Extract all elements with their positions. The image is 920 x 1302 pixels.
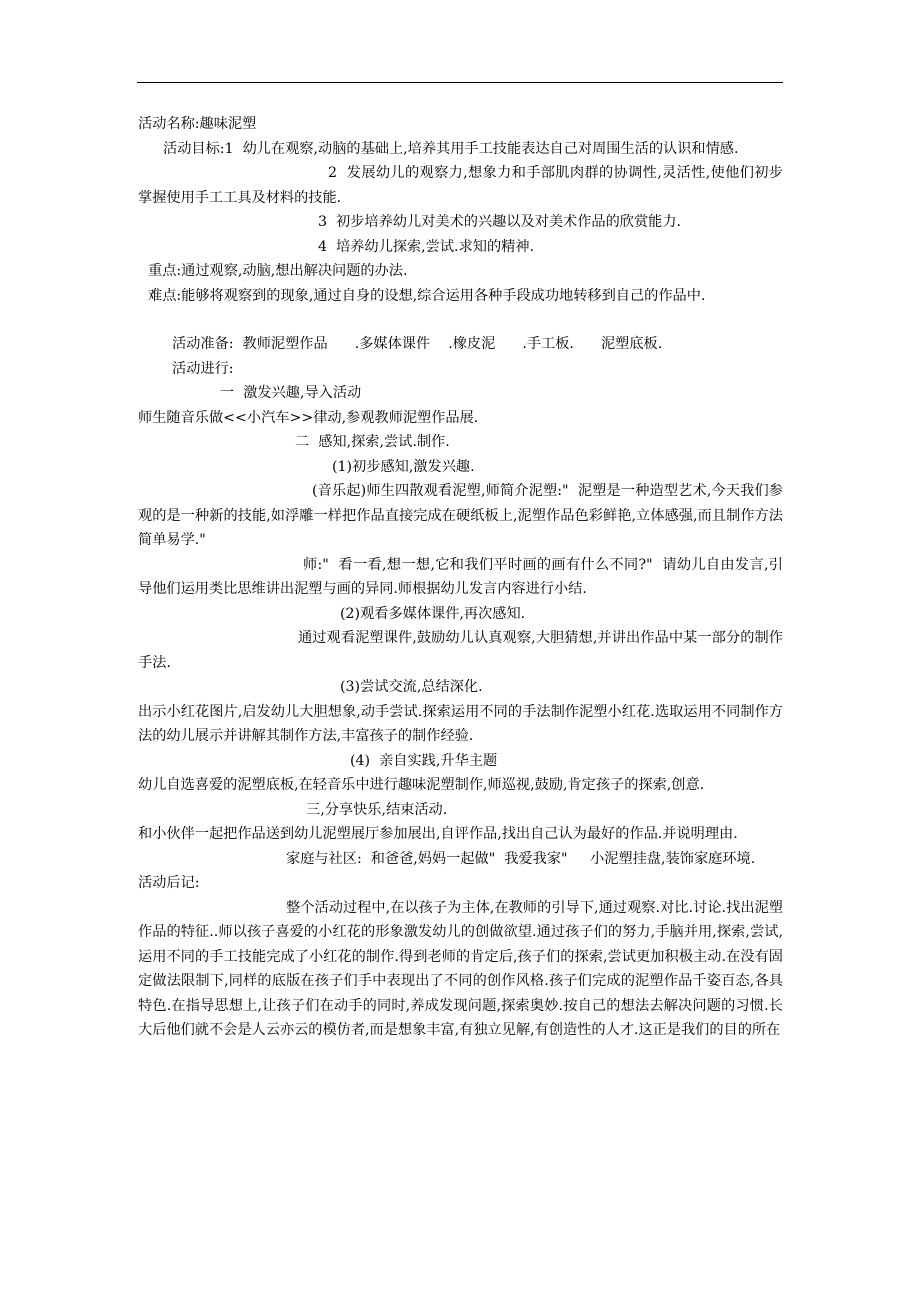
document-body	[138, 112, 783, 1043]
family-community: 家庭与社区: 和爸爸,妈妈一起做" 我爱我家" 小泥塑挂盘,装饰家庭环境.	[286, 850, 756, 867]
step-4-text: 幼儿自选喜爱的泥塑底板,在轻音乐中进行趣味泥塑制作,师巡视,鼓励,肯定孩子的探索,创意.	[138, 777, 705, 793]
step-2-heading: (2)观看多媒体课件,再次感知.	[340, 605, 526, 622]
step-4-heading: (4) 亲自实践,升华主题	[350, 752, 498, 769]
section-2-heading: 二 感知,探索,尝试.制作.	[295, 434, 450, 450]
step-3-text: 出示小红花图片,启发幼儿大胆想象,动手尝试.探索运用不同的手法制作泥塑小红花.选取运用不同制作方法的幼儿展示并讲解其制作方法,丰富孩子的制作经验.	[138, 703, 783, 744]
afterword-text: 整个活动过程中,在以孩子为主体,在教师的引导下,通过观察.对比.讨论.找出泥塑作品的特征..师以孩子喜爱的小红花的形象激发幼儿的创做欲望.通过孩子们的努力,手脑并用,探索,尝试,运用不同的手工技能完成了小红花的制作.得到老师的肯定后,孩子们的探索,尝试更加积极主动.在没有固定做法限制下,同样的底版在孩子们手中表现出了不同的创作风格.孩子们完成的泥塑作品千姿百态,各具特色.在指导思想上,让孩子们在动手的同时,养成发现问题,探索奥妙.按自己的想法去解决问题的习惯.长大后他们就不会是人云亦云的模仿者,而是想象丰富,有独立见解,有创造性的人才.这正是我们的目的所在	[138, 899, 783, 1038]
process-title: 活动进行:	[172, 360, 234, 377]
afterword-title: 活动后记:	[138, 875, 200, 891]
goal-1: 活动目标:1 幼儿在观察,动脑的基础上,培养其用手工技能表达自己对周围生活的认识和情感.	[163, 140, 739, 157]
section-1-heading: 一 激发兴趣,导入活动	[220, 385, 362, 401]
step-1-text-b: 师:" 看一看,想一想,它和我们平时画的画有什么不同?" 请幼儿自由发言,引导他们运用类比思维讲出泥塑与画的异同.师根据幼儿发言内容进行小结.	[138, 556, 783, 597]
goal-3: 3 初步培养幼儿对美术的兴趣以及对美术作品的欣赏能力.	[318, 214, 682, 230]
key-point: 重点:通过观察,动脑,想出解决问题的办法.	[148, 263, 408, 279]
step-1-text-a: (音乐起)师生四散观看泥塑,师简介泥塑:" 泥塑是一种造型艺术,今天我们参观的是一种新的技能,如浮雕一样把作品直接完成在硬纸板上,泥塑作品色彩鲜艳,立体感强,而且制作方法简单易学."	[138, 483, 783, 548]
goal-2: 2 发展幼儿的观察力,想象力和手部肌肉群的协调性,灵活性,使他们初步掌握使用手工工具及材料的技能.	[138, 165, 783, 206]
step-3-heading: (3)尝试交流,总结深化.	[340, 679, 483, 695]
section-3-text: 和小伙伴一起把作品送到幼儿泥塑展厅参加展出,自评作品,找出自己认为最好的作品.并说明理由.	[138, 826, 738, 842]
difficulty: 难点:能够将观察到的现象,通过自身的设想,综合运用各种手段成功地转移到自己的作品中.	[148, 287, 706, 304]
section-1-text: 师生随音乐做<<小汽车>>律动,参观教师泥塑作品展.	[138, 409, 479, 426]
step-2-text: 通过观看泥塑课件,鼓励幼儿认真观察,大胆猜想,并讲出作品中某一部分的制作手法.	[138, 630, 783, 671]
goal-4: 4 培养幼儿探索,尝试.求知的精神.	[318, 238, 535, 255]
preparation: 活动准备: 教师泥塑作品 .多媒体课件 .橡皮泥 .手工板. 泥塑底板.	[172, 336, 663, 352]
section-3-heading: 三,分享快乐,结束活动.	[306, 801, 448, 818]
step-1-heading: (1)初步感知,激发兴趣.	[332, 458, 475, 475]
header-rule	[137, 82, 783, 83]
activity-name: 活动名称:趣味泥塑	[138, 116, 257, 132]
